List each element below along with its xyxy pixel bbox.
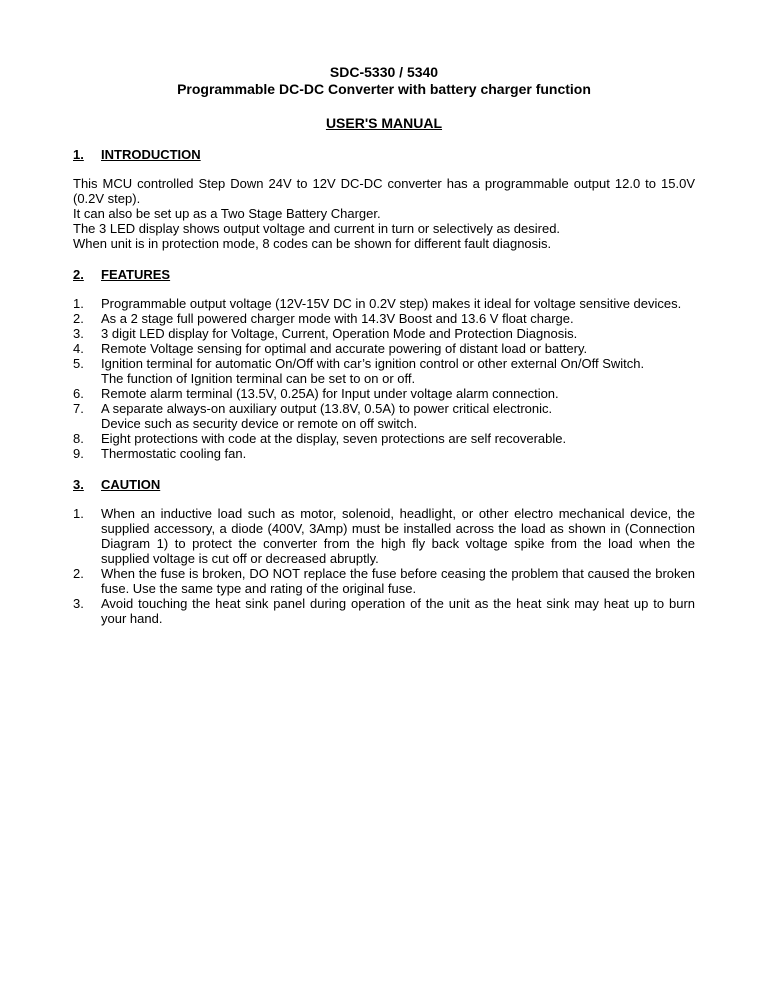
- item-text-wrap: [101, 401, 695, 431]
- manual-page: [73, 64, 695, 626]
- list-item: [73, 386, 695, 401]
- list-item: [73, 296, 695, 311]
- item-text: Remote alarm terminal (13.5V, 0.25A) for Input under voltage alarm connection.: [101, 386, 559, 401]
- manual-heading: USER'S MANUAL: [325, 115, 443, 131]
- list-item: [73, 566, 695, 596]
- section-heading-introduction: [73, 147, 695, 162]
- item-text: Avoid touching the heat sink panel during operation of the unit as the heat sink may heat up to burn your hand.: [101, 596, 695, 626]
- item-number: 1.: [73, 506, 84, 521]
- item-text: Remote Voltage sensing for optimal and accurate powering of distant load or battery.: [101, 341, 588, 356]
- intro-paragraph: It can also be set up as a Two Stage Battery Charger.: [73, 206, 381, 221]
- item-number: 4.: [73, 341, 84, 356]
- item-text-wrap: [101, 356, 695, 386]
- item-subtext: The function of Ignition terminal can be set to on or off.: [101, 371, 416, 386]
- item-text: 3 digit LED display for Voltage, Current, Operation Mode and Protection Diagnosis.: [101, 326, 578, 341]
- section-number: 2.: [73, 267, 84, 282]
- document-title: [73, 64, 695, 98]
- item-number: 3.: [73, 326, 84, 341]
- item-text: When the fuse is broken, DO NOT replace the fuse before ceasing the problem that caused the broken fuse. Use the same type and rating of the original fuse.: [101, 566, 695, 596]
- section-title: CAUTION: [101, 477, 161, 492]
- section-number: 1.: [73, 147, 84, 162]
- intro-paragraph: This MCU controlled Step Down 24V to 12V DC-DC converter has a programmable output 12.0 to 15.0V (0.2V step).: [73, 176, 695, 206]
- item-number: 3.: [73, 596, 84, 611]
- section-heading-caution: [73, 477, 695, 492]
- item-number: 8.: [73, 431, 84, 446]
- section-title: FEATURES: [101, 267, 171, 282]
- item-text: Programmable output voltage (12V-15V DC in 0.2V step) makes it ideal for voltage sensitive devices.: [101, 296, 682, 311]
- item-number: 2.: [73, 311, 84, 326]
- list-item: [73, 341, 695, 356]
- intro-paragraph: The 3 LED display shows output voltage and current in turn or selectively as desired.: [73, 221, 561, 236]
- item-text: A separate always-on auxiliary output (13.8V, 0.5A) to power critical electronic.: [101, 401, 553, 416]
- features-list: [73, 296, 695, 461]
- item-number: 7.: [73, 401, 84, 416]
- list-item: [73, 311, 695, 326]
- product-subtitle: Programmable DC-DC Converter with battery charger function: [177, 81, 591, 97]
- introduction-body: [73, 176, 695, 251]
- list-item: [73, 431, 695, 446]
- item-number: 6.: [73, 386, 84, 401]
- item-text: As a 2 stage full powered charger mode with 14.3V Boost and 13.6 V float charge.: [101, 311, 574, 326]
- item-number: 2.: [73, 566, 84, 581]
- item-subtext: Device such as security device or remote on off switch.: [101, 416, 418, 431]
- model-number: SDC-5330 / 5340: [329, 64, 439, 80]
- intro-paragraph: When unit is in protection mode, 8 codes can be shown for different fault diagnosis.: [73, 236, 552, 251]
- item-number: 5.: [73, 356, 84, 371]
- list-item: [73, 326, 695, 341]
- section-number: 3.: [73, 477, 84, 492]
- section-heading-features: [73, 267, 695, 282]
- list-item: [73, 446, 695, 461]
- list-item: [73, 596, 695, 626]
- list-item: [73, 401, 695, 431]
- item-text: Ignition terminal for automatic On/Off with car’s ignition control or other external On/Off Switch.: [101, 356, 645, 371]
- item-number: 9.: [73, 446, 84, 461]
- item-text: Eight protections with code at the display, seven protections are self recoverable.: [101, 431, 567, 446]
- list-item: [73, 356, 695, 386]
- item-text: When an inductive load such as motor, solenoid, headlight, or other electro mechanical device, the supplied accessory, a diode (400V, 3Amp) must be installed across the load as shown in (Connection Diagram 1) to protect the converter from the high fly back voltage spike from the load when the supplied voltage is cut off or decreased abruptly.: [101, 506, 695, 566]
- item-text: Thermostatic cooling fan.: [101, 446, 247, 461]
- list-item: [73, 506, 695, 566]
- caution-list: [73, 506, 695, 626]
- item-number: 1.: [73, 296, 84, 311]
- section-title: INTRODUCTION: [101, 147, 201, 162]
